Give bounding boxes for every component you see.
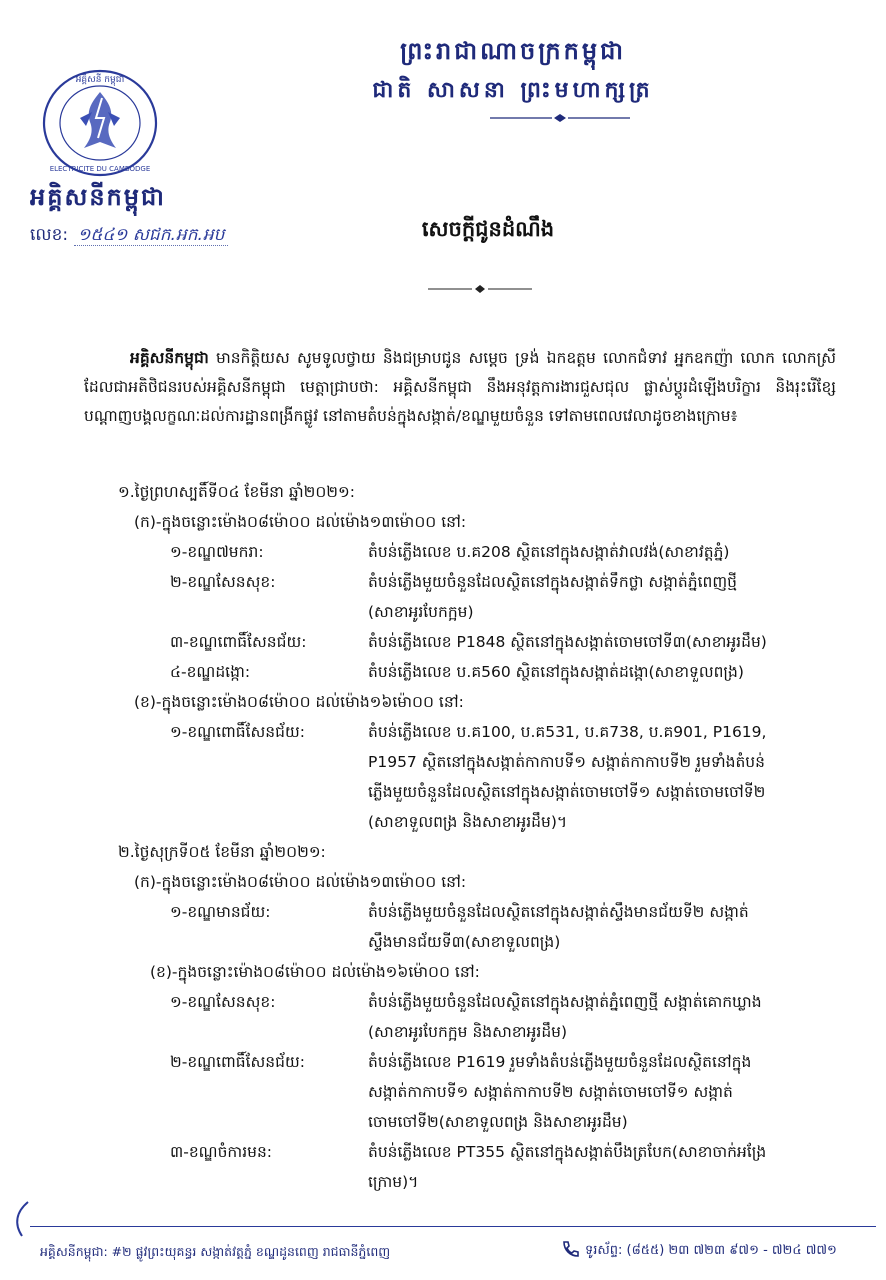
area-description: តំបន់ភ្លើងលេខ ប.គ560 ស្ថិតនៅក្នុងសង្កាត់ដង្កោ(សាខាទួលពង្រ) xyxy=(368,663,744,681)
area-description: (សាខាទួលពង្រ និងសាខាអូរដឹម)។ xyxy=(368,813,568,831)
time-slot-heading: (ខ)-ក្នុងចន្លោះម៉ោង០៨ម៉ោ០០ ដល់ម៉ោង១៦ម៉ោ០០ នៅ: xyxy=(150,963,480,981)
area-description: សង្កាត់កាកាបទី១ សង្កាត់កាកាបទី២ សង្កាត់ចោមចៅទី១ សង្កាត់ xyxy=(368,1083,733,1101)
phone-icon xyxy=(560,1238,582,1260)
reference-label: លេខ: xyxy=(30,225,69,245)
area-description: តំបន់ភ្លើងលេខ P1619 រួមទាំងតំបន់ភ្លើងមួយចំនួនដែលស្ថិតនៅក្នុង xyxy=(368,1053,752,1071)
time-slot-heading: (ខ)-ក្នុងចន្លោះម៉ោង០៨ម៉ោ០០ ដល់ម៉ោង១៦ម៉ោ០០ នៅ: xyxy=(134,693,464,711)
reference-value: ១៥៤១ សជក.អក.អប xyxy=(74,225,229,246)
district-label: ៤-ខណ្ឌដង្កោ: xyxy=(170,663,251,681)
area-description: P1957 ស្ថិតនៅក្នុងសង្កាត់កាកាបទី១ សង្កាត់កាកាបទី២ រួមទាំងតំបន់ xyxy=(368,753,765,771)
district-label: ១-ខណ្ឌ៧មករា: xyxy=(170,543,264,561)
intro-paragraph xyxy=(84,344,836,431)
footer-address: អគ្គិសនីកម្ពុជា: #២ ផ្លូវព្រះយុគន្ធរ សង្កាត់វត្តភ្នំ ខណ្ឌដូនពេញ រាជធានីភ្នំពេញ xyxy=(40,1244,391,1259)
area-description: តំបន់ភ្លើងលេខ PT355 ស្ថិតនៅក្នុងសង្កាត់បឹងត្របែក(សាខាចាក់អង្រែ xyxy=(368,1143,767,1161)
area-description: (សាខាអូរបែកក្អម និងសាខាអូរដឹម) xyxy=(368,1023,568,1041)
district-label: ៣-ខណ្ឌពោធិ៍សែនជ័យ: xyxy=(170,633,307,651)
time-slot-heading: (ក)-ក្នុងចន្លោះម៉ោង០៨ម៉ោ០០ ដល់ម៉ោង១៣ម៉ោ០០ នៅ: xyxy=(134,513,467,531)
date-heading: ១.ថ្ងៃព្រហស្បតិ៍ទី០៤ ខែមីនា ឆ្នាំ២០២១: xyxy=(118,483,355,501)
intro-org-name: អគ្គិសនីកម្ពុជា xyxy=(130,349,209,367)
header-ornament-icon xyxy=(480,112,640,124)
area-description: តំបន់ភ្លើងលេខ ប.គ100, ប.គ531, ប.គ738, ប.គ901, P1619, xyxy=(368,723,767,741)
area-description: ភ្លើងមួយចំនួនដែលស្ថិតនៅក្នុងសង្កាត់ចោមចៅទី១ សង្កាត់ចោមចៅទី២ xyxy=(368,783,766,801)
intro-text: មានកិត្តិយស សូមទូលថ្វាយ និងជម្រាបជូន សម្តេច ទ្រង់ ឯកឧត្តម លោកជំទាវ អ្នកឧកញ៉ា លោក លោកស្រី ដែលជាអតិថិជនរបស់អគ្គិសនីកម្ពុជា មេត្តាជ្រាបថា: អគ្គិសនីកម្ពុជា នឹងអនុវត្តការងារជួសជុល ផ្លាស់ប្តូរដំឡើងបរិក្ខារ និងរុះរើខ្សែបណ្តាញបង្គលក្ខណៈដល់ការដ្ឋានពង្រីកផ្លូវ នៅតាមតំបន់ក្នុងសង្កាត់/ខណ្ឌមួយចំនួន ទៅតាមពេលវេលាដូចខាងក្រោម៖ xyxy=(84,349,836,425)
time-slot-heading: (ក)-ក្នុងចន្លោះម៉ោង០៨ម៉ោ០០ ដល់ម៉ោង១៣ម៉ោ០០ នៅ: xyxy=(134,873,467,891)
district-label: ២-ខណ្ឌសែនសុខ: xyxy=(170,573,276,591)
document-title: សេចក្តីជូនដំណឹង xyxy=(421,217,555,241)
area-description: (សាខាអូរបែកក្អម) xyxy=(368,603,474,621)
organization-name: អគ្គិសនីកម្ពុជា xyxy=(30,183,166,211)
district-label: ១-ខណ្ឌពោធិ៍សែនជ័យ: xyxy=(170,723,305,741)
area-description: តំបន់ភ្លើងមួយចំនួនដែលស្ថិតនៅក្នុងសង្កាត់ទឹកថ្លា សង្កាត់ភ្នំពេញថ្មី xyxy=(368,573,737,591)
edc-logo-icon xyxy=(40,68,160,178)
footer-divider xyxy=(30,1226,876,1227)
area-description: ក្រោម)។ xyxy=(368,1173,419,1191)
area-description: តំបន់ភ្លើងលេខ ប.គ208 ស្ថិតនៅក្នុងសង្កាត់វាលវង់(សាខាវត្តភ្នំ) xyxy=(368,543,730,561)
logo-top-text: អគ្គិសនី កម្ពុជា xyxy=(75,75,125,85)
area-description: តំបន់ភ្លើងមួយចំនួនដែលស្ថិតនៅក្នុងសង្កាត់ស្ទឹងមានជ័យទី២ សង្កាត់ xyxy=(368,903,749,921)
motto-heading: ជាតិ សាសនា ព្រះមហាក្សត្រ xyxy=(372,78,654,103)
title-ornament-icon xyxy=(420,284,540,294)
area-description: តំបន់ភ្លើងលេខ P1848 ស្ថិតនៅក្នុងសង្កាត់ចោមចៅទី៣(សាខាអូរដឹម) xyxy=(368,633,767,651)
district-label: ១-ខណ្ឌសែនសុខ: xyxy=(170,993,276,1011)
district-label: ៣-ខណ្ឌចំការមន: xyxy=(170,1143,273,1161)
district-label: ១-ខណ្ឌមានជ័យ: xyxy=(170,903,271,921)
date-heading: ២.ថ្ងៃសុក្រទី០៥ ខែមីនា ឆ្នាំ២០២១: xyxy=(118,843,326,861)
footer-swoosh-icon xyxy=(8,1200,38,1240)
area-description: តំបន់ភ្លើងមួយចំនួនដែលស្ថិតនៅក្នុងសង្កាត់ភ្នំពេញថ្មី សង្កាត់គោកឃ្លាង xyxy=(368,993,762,1011)
footer-phone: ទូរស័ព្ទ: (៨៥៥) ២៣ ៧២៣ ៩៧១ - ៧២៤ ៧៧១ xyxy=(585,1243,837,1258)
logo-bottom-text: ELECTRICITE DU CAMBODGE xyxy=(49,165,151,173)
area-description: ស្ទឹងមានជ័យទី៣(សាខាទួលពង្រ) xyxy=(368,933,561,951)
district-label: ២-ខណ្ឌពោធិ៍សែនជ័យ: xyxy=(170,1053,305,1071)
kingdom-heading: ព្រះរាជាណាចក្រកម្ពុជា xyxy=(400,37,626,65)
area-description: ចោមចៅទី២(សាខាទួលពង្រ និងសាខាអូរដឹម) xyxy=(368,1113,628,1131)
